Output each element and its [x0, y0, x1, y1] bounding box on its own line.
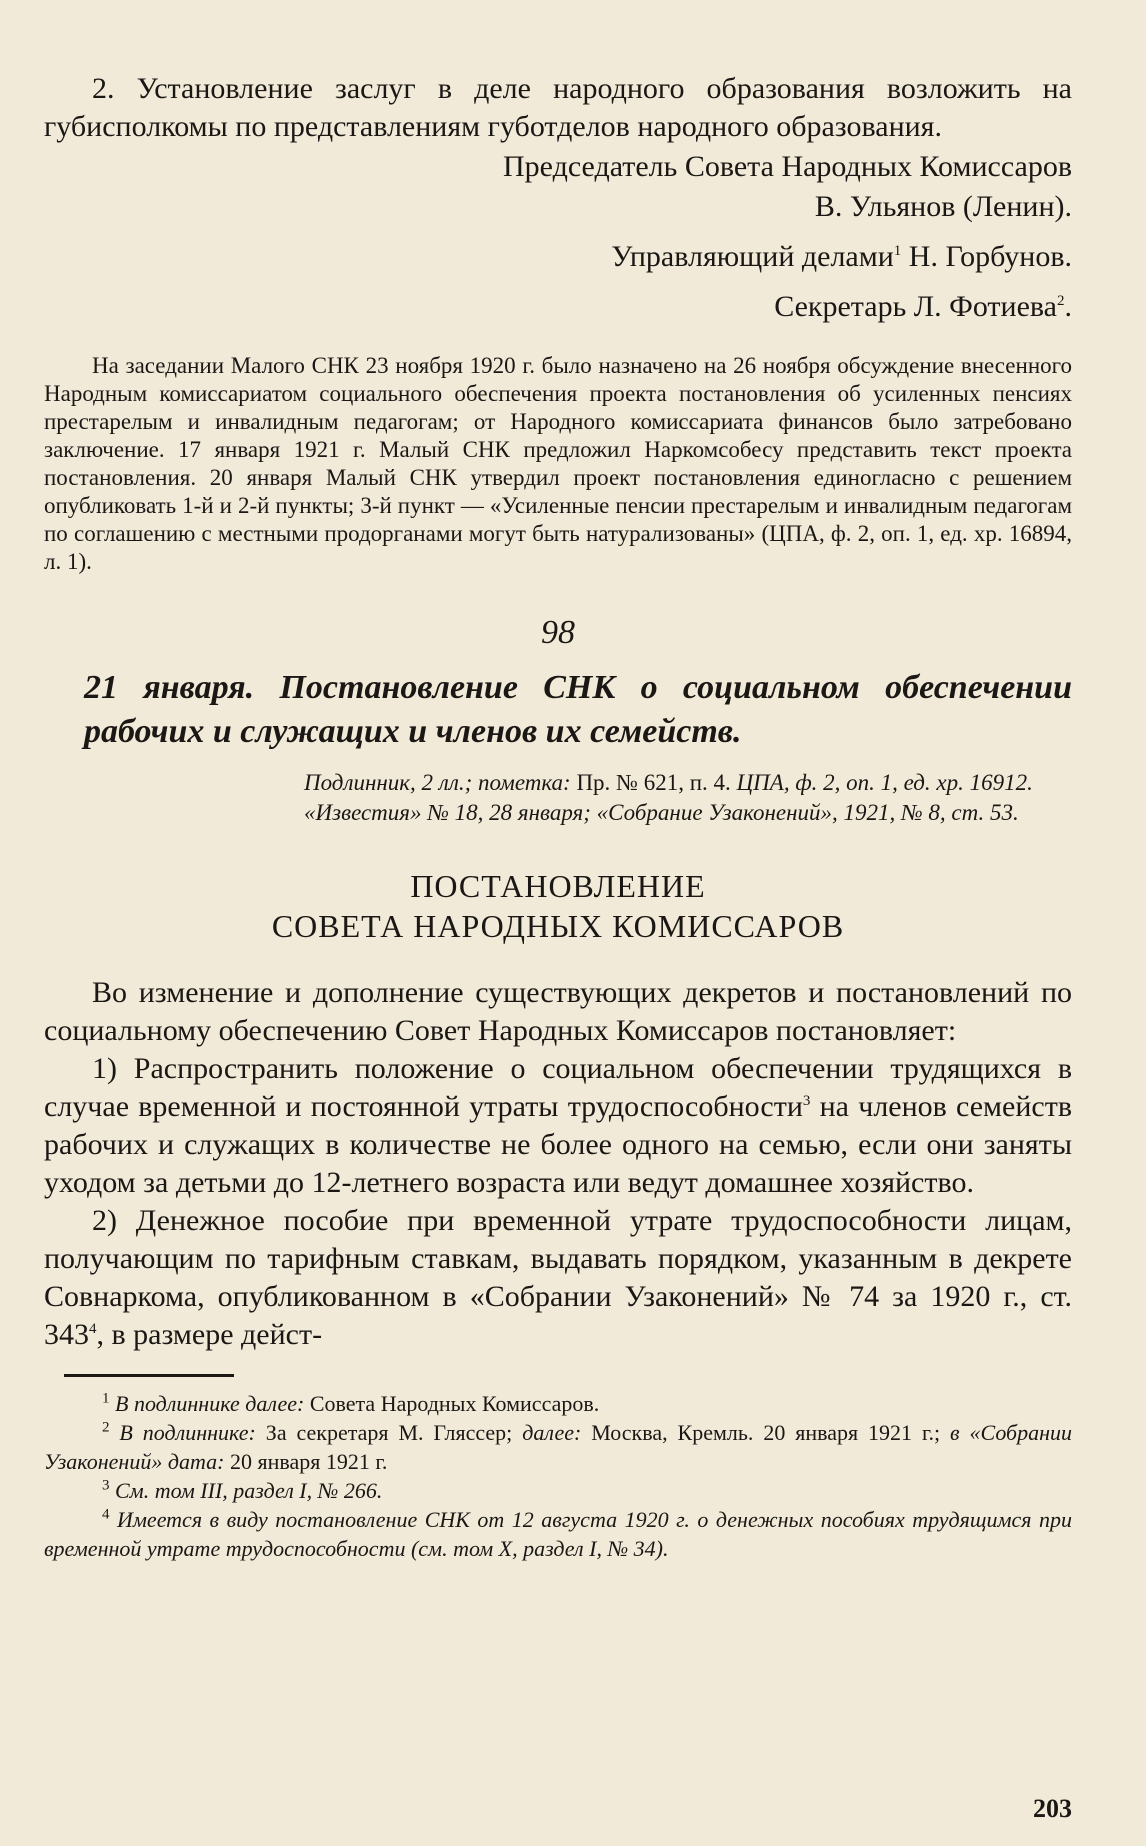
- decree-title-line-1: ПОСТАНОВЛЕНИЕ: [410, 868, 706, 904]
- footnote-2-text-2: Москва, Кремль. 20 января 1921 г.;: [591, 1420, 941, 1445]
- footnote-1-text: Совета Народных Комиссаров.: [309, 1391, 600, 1416]
- footnote-2-text-3: 20 января 1921 г.: [229, 1449, 388, 1474]
- manager-line: [44, 238, 1072, 276]
- footnote-1: [44, 1389, 1072, 1418]
- footnote-2: [44, 1418, 1072, 1476]
- top-paragraph: 2. Установление заслуг в деле народного образования возложить на губисполкомы по представлениям губотделов народного образования.: [44, 72, 1072, 143]
- decree-title-line-2: СОВЕТА НАРОДНЫХ КОМИССАРОВ: [271, 908, 845, 944]
- secretary-end: .: [1064, 290, 1072, 323]
- source-2: «Известия» № 18, 28 января; «Собрание Узаконений», 1921, № 8, ст. 53.: [304, 800, 1019, 825]
- decree-item-2-text-a: 2) Денежное пособие при временной утрате трудоспособности лицам, получающим по тарифным ставкам, выдавать порядком, указанным в декрете Совнаркома, опубликованном в «Собрании Узаконений» № 74 за 1920 г., ст. 343: [44, 1204, 1072, 1351]
- secretary-line: [44, 288, 1072, 326]
- decree-preamble: Во изменение и дополнение существующих декретов и постановлений по социальному обеспечению Совет Народных Комиссаров постановляет:: [44, 976, 1072, 1047]
- footnote-4-italic: Имеется в виду постановление СНК от 12 августа 1920 г. о денежных пособиях трудящимся при временной утрате трудоспособности (см. том X, раздел I, № 34).: [44, 1507, 1072, 1561]
- source-references: [264, 768, 1072, 828]
- signature-block: [44, 148, 1072, 326]
- footnote-ref-1: 1: [893, 243, 902, 259]
- footnote-2-number: 2: [102, 1419, 110, 1436]
- decree-item-2-text-b: , в размере дейст-: [96, 1318, 323, 1351]
- manager-prefix: Управляющий делами: [611, 240, 894, 273]
- footnote-divider: [64, 1374, 234, 1377]
- footnote-1-number: 1: [102, 1390, 110, 1407]
- footnote-2-italic: В подлиннике:: [119, 1420, 256, 1445]
- footnote-3-italic: См. том III, раздел I, № 266.: [115, 1478, 383, 1503]
- decree-item-1: [44, 1050, 1072, 1202]
- footnote-1-italic: В подлиннике далее:: [115, 1391, 305, 1416]
- footnote-4: [44, 1505, 1072, 1563]
- footnote-4-number: 4: [102, 1506, 110, 1523]
- decree-item-1-text-b: на членов семейств рабочих и служащих в количестве не более одного на семью, если они заняты уходом за детьми до 12-летнего возраста или ведут домашнее хозяйство.: [44, 1090, 1073, 1199]
- page-number: 203: [1033, 1794, 1072, 1823]
- footnote-ref-3: 3: [802, 1093, 811, 1109]
- chair-name: В. Ульянов (Ленин).: [814, 190, 1072, 223]
- editorial-note: На заседании Малого СНК 23 ноября 1920 г. было назначено на 26 ноября обсуждение внесенного Народным комиссариатом социального обеспечения проекта постановления об усиленных пенсиях престарелым и инвалидным педагогам; от Народного комиссариата финансов было затребовано заключение. 17 января 1921 г. Малый СНК предложил Наркомсобесу представить текст проекта постановления. 20 января Малый СНК утвердил проект постановления единогласно с решением опубликовать 1-й и 2-й пункты; 3-й пункт — «Усиленные пенсии престарелым и инвалидным педагогам по соглашению с местными продорганами могут быть натурализованы» (ЦПА, ф. 2, оп. 1, ед. хр. 16894, л. 1).: [44, 353, 1072, 574]
- source-1-italic-b: ЦПА, ф. 2, оп. 1, ед. хр. 16912.: [736, 770, 1033, 795]
- footnote-ref-4: 4: [89, 1321, 97, 1337]
- footnote-3-number: 3: [102, 1477, 110, 1494]
- footnote-2-italic-2: далее:: [522, 1420, 582, 1445]
- footnote-3: [44, 1476, 1072, 1505]
- source-1-plain: Пр. № 621, п. 4.: [576, 770, 731, 795]
- decree-title: [44, 866, 1072, 946]
- document-number: 98: [541, 614, 575, 651]
- footnote-ref-2: 2: [1057, 293, 1065, 309]
- manager-name: Н. Горбунов.: [908, 240, 1072, 273]
- footnotes: [44, 1389, 1072, 1563]
- secretary-text: Секретарь Л. Фотиева: [774, 290, 1057, 323]
- source-1: [264, 768, 1072, 798]
- decree-item-2: [44, 1202, 1072, 1354]
- document-heading: 21 января. Постановление СНК о социальном обеспечении рабочих и служащих и членов их семейств.: [84, 669, 1072, 750]
- footnote-2-text: За секретаря М. Гляссер;: [265, 1420, 513, 1445]
- source-1-italic-a: Подлинник, 2 лл.; пометка:: [304, 770, 571, 795]
- footnote-2-italic-3: в «Собрании Узаконений» дата:: [44, 1420, 1073, 1474]
- chair-title: Председатель Совета Народных Комиссаров: [503, 150, 1072, 183]
- decree-item-1-text-a: 1) Распространить положение о социальном обеспечении трудящихся в случае временной и постоянной утраты трудоспособности: [44, 1052, 1072, 1123]
